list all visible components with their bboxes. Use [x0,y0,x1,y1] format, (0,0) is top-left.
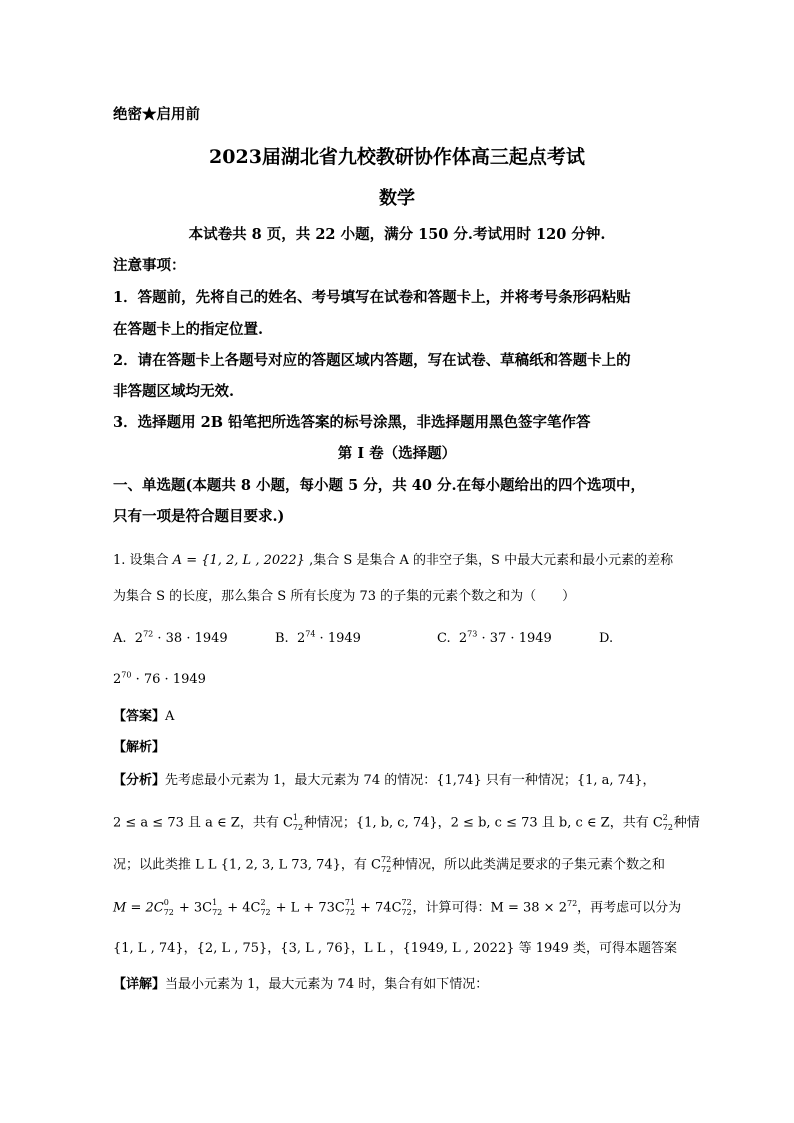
exam-info: 本试卷共 8 页，共 22 小题，满分 150 分.考试用时 120 分钟. [188,226,606,243]
notice-item-1: 1．答题前，先将自己的姓名、考号填写在试卷和答题卡上，并将考号条形码粘贴 [113,289,631,306]
option-d: $2^{70} \cdot 76 \cdot 1949$ [113,670,206,687]
notice-item-3: 3．选择题用 2B 铅笔把所选答案的标号涂黑，非选择题用黑色签字笔作答 [113,414,591,431]
notice-heading: 注意事项： [113,257,186,274]
set-expression: A = {1, 2, L , 2022} [172,553,305,568]
option-a-label: A. [113,631,127,646]
notice-item-2-cont: 非答题区域均无效. [113,383,235,400]
question-1-mid: ,集合 S 是集合 A 的非空子集，S 中最大元素和最小元素的差称 [304,553,674,568]
question-1-line2: 为集合 S 的长度，那么集合 S 所有长度为 73 的子集的元素个数之和为（ ） [113,589,576,604]
question-1-prefix: 1. 设集合 [113,553,173,568]
answer-label: 【答案】 [113,709,166,724]
notice-item-2: 2．请在答题卡上各题号对应的答题区域内答题，写在试卷、草稿纸和答题卡上的 [113,352,631,369]
fenxi-line2: 2 ≤ a ≤ 73 且 a ∈ Z，共有 C 1 72 种情况；{1, b, c, 74}，2 ≤ b, c ≤ 73 且 b, c ∈ Z，共有 C 2 72 种情 [113,813,700,832]
part-heading-line1: 一、单选题(本题共 8 小题，每小题 5 分，共 40 分.在每小题给出的四个选项中， [113,477,646,494]
fenxi-line3: 况；以此类推 L L {1, 2, 3, L 73, 74}，有 C 72 72 种情况，所以此类满足要求的子集元素个数之和 [113,855,666,874]
option-c-label: C. [437,631,451,646]
option-d-label: D. [599,631,614,646]
fenxi-line5: {1, L , 74}，{2, L , 75}，{3, L , 76}，L L ，{1949, L , 2022} 等 1949 类，可得本题答案 [113,941,677,956]
option-a: A. $2^{72} \cdot 38 \cdot 1949$ [113,629,228,646]
confidential-label: 绝密★启用前 [113,106,200,123]
option-b-label: B. [275,631,289,646]
subject-title: 数学 [379,188,415,209]
part-heading-line2: 只有一项是符合题目要求.) [113,508,285,525]
analysis-label: 【解析】 [113,740,166,755]
exam-title: 2023届湖北省九校教研协作体高三起点考试 [209,146,585,168]
answer-value: A [165,709,175,724]
fenxi-line4: M = 2C 0 72 + 3C 1 72 + 4C 2 72 + L + 73C 71 72 + 74C 72 72 ，计算可得：$M = 38 \times 2^{72}$，再考虑可以分为 [113,898,682,917]
fenxi-line1: 【分析】先考虑最小元素为 1，最大元素为 74 的情况：{1,74} 只有一种情况；{1, a, 74}， [113,773,656,788]
xiangjie-line: 【详解】当最小元素为 1，最大元素为 74 时，集合有如下情况： [113,977,489,992]
option-c: C. $2^{73} \cdot 37 \cdot 1949$ [437,629,552,646]
volume-title: 第 I 卷（选择题） [337,445,457,462]
question-1-line1 [113,554,673,567]
answer-line [113,710,174,723]
xiangjie-label: 【详解】 [113,977,166,992]
fenxi-label: 【分析】 [113,773,166,788]
option-b: B. $2^{74} \cdot 1949$ [275,629,361,646]
notice-item-1-cont: 在答题卡上的指定位置. [113,321,264,338]
